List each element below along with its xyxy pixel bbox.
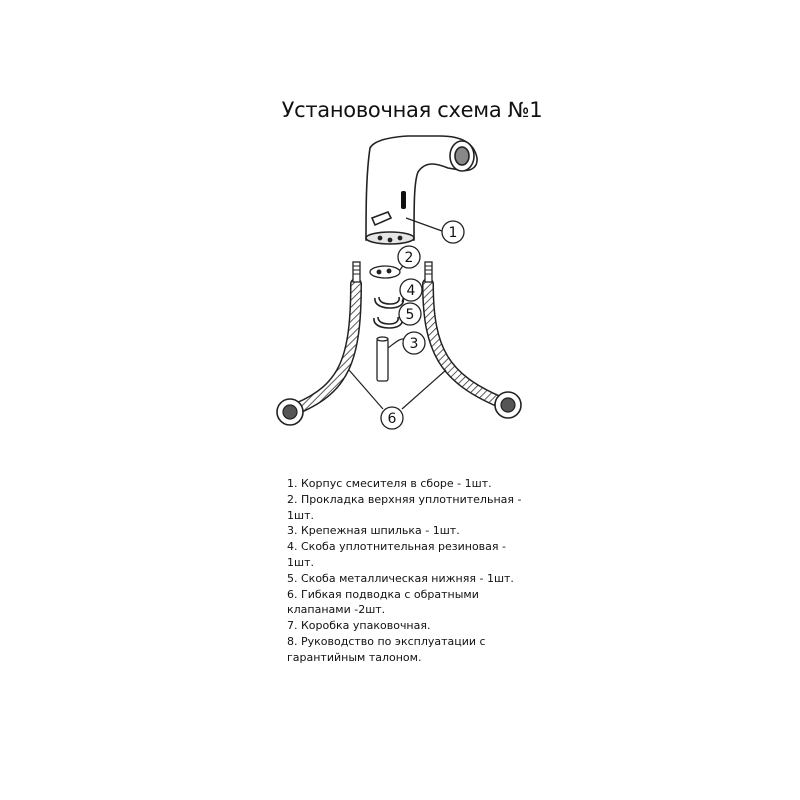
flexible-hose-right [425, 262, 521, 418]
callout-2 [398, 246, 420, 268]
parts-list-item: 5. Скоба металлическая нижняя - 1шт. [287, 571, 514, 585]
callout-label-6: 6 [387, 411, 397, 427]
parts-list-item: 7. Коробка упаковочная. [287, 619, 431, 633]
callout-label-5: 5 [405, 307, 415, 323]
parts-list-item: 3. Крепежная шпилька - 1шт. [287, 524, 460, 538]
parts-list-item: 2. Прокладка верхняя уплотнительная - 1шт. [287, 492, 522, 522]
callout-label-3: 3 [409, 336, 419, 352]
callout-label-4: 4 [406, 283, 416, 299]
diagram-title: Установочная схема №1 [281, 98, 543, 122]
metal-bracket [374, 317, 402, 328]
parts-list-item: 4. Скоба уплотнительная резиновая - 1шт. [287, 540, 506, 569]
callout-label-2: 2 [404, 250, 414, 266]
callout-label-1: 1 [448, 225, 458, 241]
parts-list [287, 476, 527, 666]
parts-list-item: 1. Корпус смесителя в сборе - 1шт. [287, 477, 492, 490]
callout-5 [399, 303, 421, 325]
callout-3 [403, 332, 425, 354]
callout-4 [400, 279, 422, 301]
callout-leader-6b [402, 370, 446, 409]
flexible-hose-left [277, 262, 360, 425]
mounting-stud [377, 337, 388, 381]
rubber-bracket [375, 297, 403, 308]
callout-1 [442, 221, 464, 243]
parts-list-item: 6. Гибкая подводка с обратными клапанами -2шт. [287, 587, 479, 617]
callout-6 [381, 407, 403, 429]
upper-gasket [370, 266, 400, 278]
parts-list-item: 8. Руководство по эксплуатации с гарантийным талоном. [287, 634, 486, 664]
